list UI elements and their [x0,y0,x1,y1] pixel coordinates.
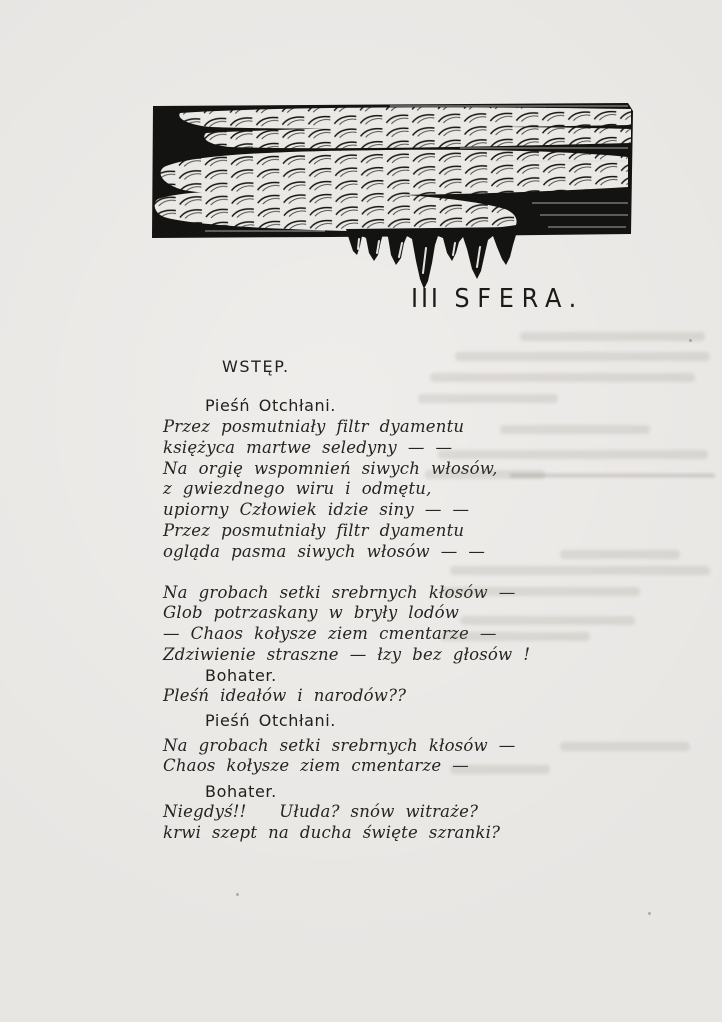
paper-speck [236,893,239,896]
poem-line: upiorny Człowiek idzie siny — — [163,500,470,520]
poem-line: księżyca martwe seledyny — — [163,437,453,457]
poem-line: Na grobach setki srebrnych kłosów — [163,582,516,602]
ink-drips [346,227,518,289]
poem-line: Na orgię wspomnień siwych włosów, [163,458,498,478]
poem-line: Niegdyś!! Ułuda? snów witraże? [163,802,479,822]
paper-speck [689,339,692,342]
poem-block [163,396,603,563]
section-number: III [411,282,441,314]
speaker-label: Bohater. [205,782,277,802]
poem-line: Pleśń ideałów i narodów?? [163,685,407,705]
poem-line: Zdziwienie straszne — łzy bez głosów ! [163,644,531,664]
poem-line: Na grobach setki srebrnych kłosów — [163,735,516,755]
poem-block [163,782,603,844]
poem-block [163,583,603,666]
poem-line: Chaos kołysze ziem cmentarze — [163,756,469,776]
paper-speck [648,912,651,915]
poem-block [163,666,603,707]
poem-line: Przez posmutniały filtr dyamentu [163,520,465,540]
chapter-heading: WSTĘP. [222,357,290,376]
poem-block [163,711,603,778]
poem-text-block [163,357,603,844]
poem-line: z gwiezdnego wiru i odmętu, [163,479,432,499]
woodcut-illustration [150,103,633,299]
bleed-through [520,332,705,341]
section-name: SFERA. [454,282,584,314]
poem-line: — Chaos kołysze ziem cmentarze — [163,624,497,644]
speaker-label: Bohater. [205,665,277,685]
poem-line: Glob potrzaskany w bryły lodów [163,603,460,623]
poem-line: krwi szept na ducha święte szranki? [163,822,501,842]
section-title [411,282,584,314]
waves-woodcut-svg [150,103,633,299]
speaker-label: Pieśń Otchłani. [205,710,336,730]
poem-line: ogląda pasma siwych włosów — — [163,541,486,561]
poem-line: Przez posmutniały filtr dyamentu [163,417,465,436]
speaker-label: Pieśń Otchłani. [205,396,336,415]
